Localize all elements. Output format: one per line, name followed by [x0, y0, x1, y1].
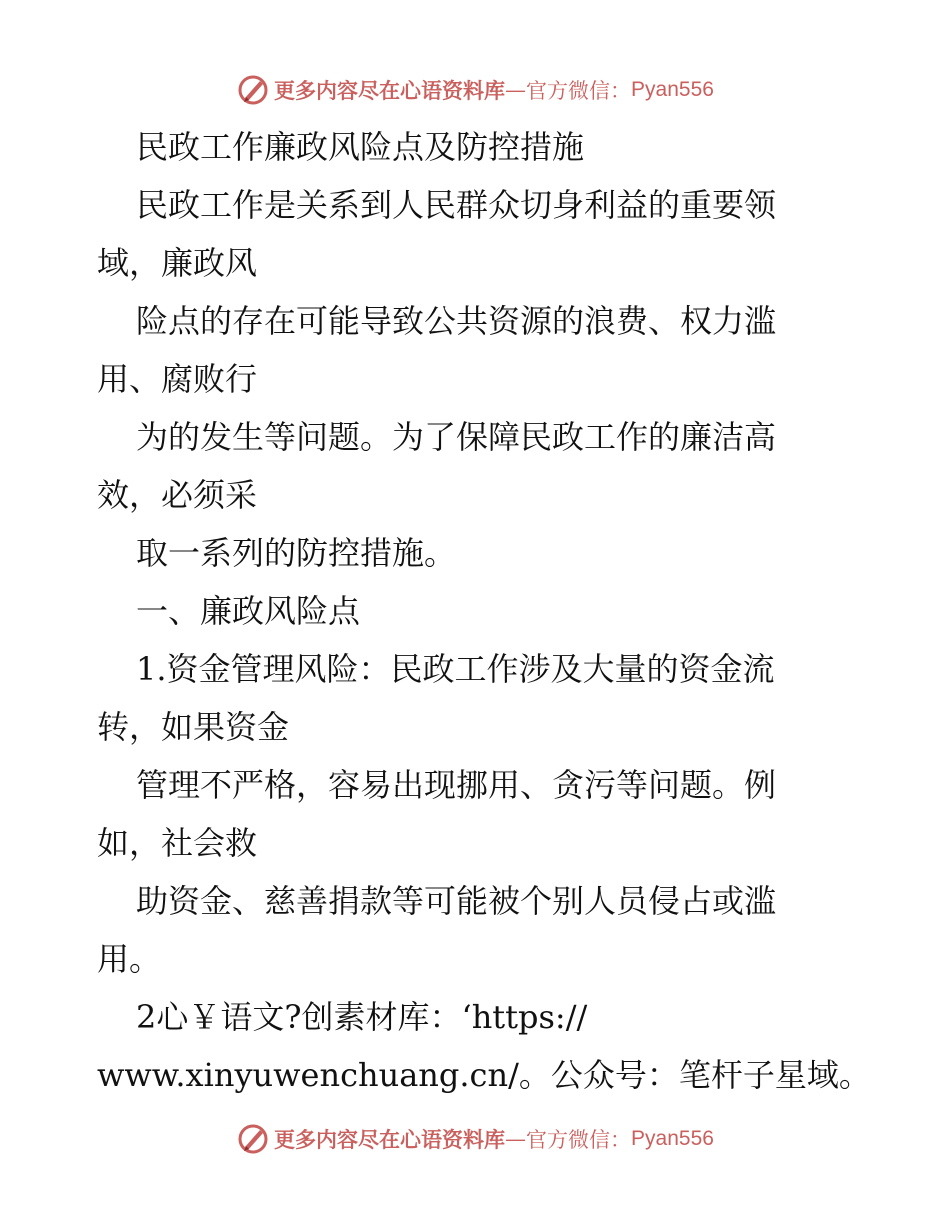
banner-dash: — — [505, 1127, 527, 1151]
paragraph-line: 2心￥语文?创素材库：‘https:// — [136, 998, 588, 1036]
paragraph-line: 为的发生等问题。为了保障民政工作的廉洁高 — [136, 418, 777, 456]
paragraph-line: 1.资金管理风险：民政工作涉及大量的资金流 — [136, 650, 775, 688]
banner-wechat-label: 官方微信： — [526, 79, 632, 103]
paragraph-line: 取一系列的防控措施。 — [136, 534, 457, 572]
paragraph-line: 民政工作是关系到人民群众切身利益的重要领 — [136, 186, 777, 224]
banner-site-name: 更多内容尽在心语资料库 — [274, 1127, 506, 1152]
banner-dash: — — [505, 78, 527, 102]
paragraph-line: 如，社会救 — [97, 824, 258, 862]
footer-banner-content — [236, 1119, 714, 1159]
banner-wechat-label: 官方微信： — [526, 1128, 632, 1152]
pen-circle-logo-icon — [236, 1122, 270, 1156]
paragraph-line: 管理不严格，容易出现挪用、贪污等问题。例 — [136, 766, 777, 804]
document-title: 民政工作廉政风险点及防控措施 — [136, 128, 585, 166]
header-banner-content — [236, 70, 714, 110]
banner-site-name: 更多内容尽在心语资料库 — [274, 78, 506, 103]
paragraph-line: www.xinyuwenchuang.cn/。公众号：笔杆子星域。 — [97, 1056, 871, 1094]
footer-banner — [0, 1119, 950, 1159]
paragraph-line: 助资金、慈善捐款等可能被个别人员侵占或滥 — [136, 882, 777, 920]
section-heading: 一、廉政风险点 — [136, 592, 361, 630]
header-banner — [0, 70, 950, 110]
paragraph-line: 域，廉政风 — [97, 244, 258, 282]
paragraph-line: 用。 — [97, 940, 162, 978]
paragraph-line: 用、腐败行 — [97, 360, 258, 398]
banner-wechat-id: Pyan556 — [631, 1127, 714, 1150]
paragraph-line: 转，如果资金 — [97, 708, 290, 746]
paragraph-line: 效，必须采 — [97, 476, 258, 514]
paragraph-line: 险点的存在可能导致公共资源的浪费、权力滥 — [136, 302, 777, 340]
banner-wechat-id: Pyan556 — [631, 78, 714, 101]
pen-circle-logo-icon — [236, 73, 270, 107]
